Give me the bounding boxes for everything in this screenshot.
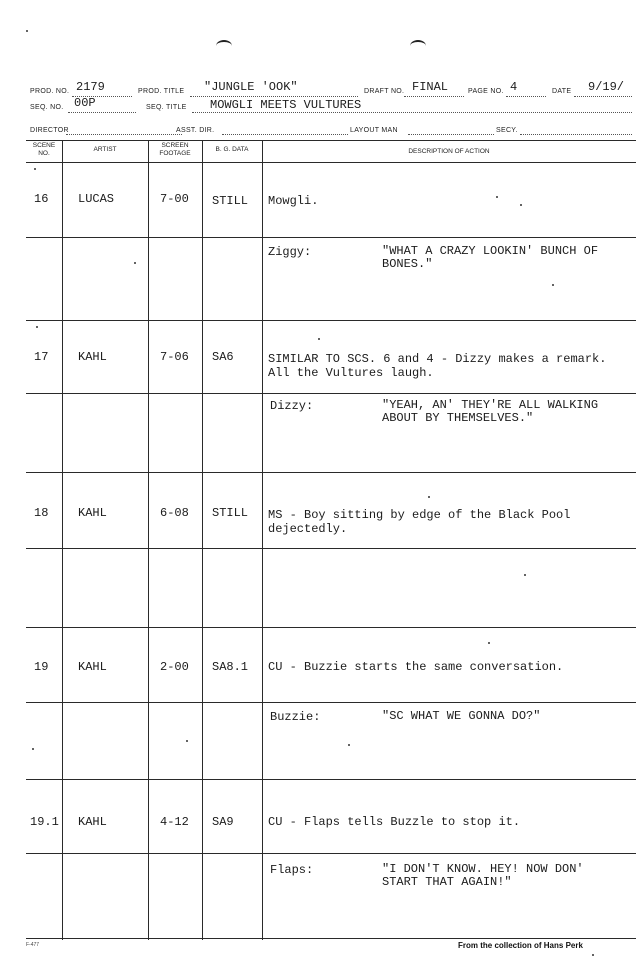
punch-hole-mark (410, 40, 426, 52)
print-speck (348, 744, 350, 746)
row-divider (26, 472, 636, 473)
scene-artist: KAHL (78, 506, 107, 520)
scene-bg-data: SA9 (212, 815, 234, 829)
scene-footage: 7-00 (160, 192, 189, 206)
print-speck (134, 262, 136, 264)
print-speck (524, 574, 526, 576)
table-top-rule (26, 140, 636, 141)
print-speck (496, 196, 498, 198)
print-speck (428, 496, 430, 498)
row-divider (26, 548, 636, 549)
print-speck (36, 326, 38, 328)
row-divider (26, 627, 636, 628)
print-speck (552, 284, 554, 286)
column-divider (262, 140, 263, 940)
row-divider (26, 779, 636, 780)
prod-no-value: 2179 (76, 80, 105, 94)
dialogue-speaker: Dizzy: (270, 399, 314, 413)
scene-number: 19.1 (30, 815, 59, 829)
scene-artist: LUCAS (78, 192, 115, 206)
form-number: F-477 (26, 942, 40, 948)
scene-number: 18 (34, 506, 49, 520)
row-divider (26, 393, 636, 394)
scene-bg-data: STILL (212, 194, 249, 208)
col-head-scene-no: SCENE NO. (32, 142, 56, 157)
scene-artist: KAHL (78, 815, 107, 829)
layout-man-label: LAYOUT MAN (350, 127, 398, 134)
scene-description: CU - Flaps tells Buzzle to stop it. (268, 815, 521, 829)
draft-no-value: FINAL (412, 80, 449, 94)
row-divider (26, 237, 636, 238)
print-speck (318, 338, 320, 340)
prod-title-label: PROD. TITLE (138, 88, 185, 95)
secy-label: SECY. (496, 127, 518, 134)
column-divider (148, 140, 149, 940)
row-divider (26, 320, 636, 321)
scene-bg-data: SA8.1 (212, 660, 249, 674)
col-head-bg-data: B. G. DATA (215, 146, 249, 153)
print-speck (34, 168, 36, 170)
print-speck (592, 954, 594, 956)
scene-artist: KAHL (78, 660, 107, 674)
page-no-value: 4 (510, 80, 518, 94)
scene-description: Mowgli. (268, 194, 319, 208)
scene-footage: 6-08 (160, 506, 189, 520)
print-speck (520, 204, 522, 206)
collection-credit: From the collection of Hans Perk (458, 941, 583, 950)
seq-title-label: SEQ. TITLE (146, 104, 187, 111)
dialogue-line: "SC WHAT WE GONNA DO?" (382, 709, 541, 723)
row-divider (26, 938, 636, 939)
draft-no-label: DRAFT NO. (364, 88, 405, 95)
date-label: DATE (552, 88, 572, 95)
date-value: 9/19/ (588, 80, 625, 94)
scene-description: SIMILAR TO SCS. 6 and 4 - Dizzy makes a remark. All the Vultures laugh. (268, 352, 607, 380)
seq-no-value: 00P (74, 96, 96, 110)
prod-title-value: "JUNGLE 'OOK" (204, 80, 298, 94)
table-head-rule (26, 162, 636, 163)
seq-title-value: MOWGLI MEETS VULTURES (210, 98, 362, 112)
row-divider (26, 853, 636, 854)
dialogue-line: "WHAT A CRAZY LOOKIN' BUNCH OF BONES." (382, 244, 599, 271)
asst-dir-label: ASST. DIR. (176, 127, 215, 134)
page-no-label: PAGE NO. (468, 88, 504, 95)
scene-bg-data: STILL (212, 506, 249, 520)
dialogue-speaker: Ziggy: (268, 245, 312, 259)
seq-no-label: SEQ. NO. (30, 104, 64, 111)
scene-description: CU - Buzzie starts the same conversation. (268, 660, 564, 674)
dialogue-line: "YEAH, AN' THEY'RE ALL WALKING ABOUT BY THEMSELVES." (382, 398, 599, 425)
dialogue-speaker: Flaps: (270, 863, 314, 877)
row-divider (26, 702, 636, 703)
scene-number: 17 (34, 350, 49, 364)
scene-footage: 7-06 (160, 350, 189, 364)
col-head-screen-footage: SCREEN FOOTAGE (159, 142, 191, 157)
prod-no-label: PROD. NO. (30, 88, 70, 95)
scene-artist: KAHL (78, 350, 107, 364)
col-head-artist: ARTIST (93, 146, 117, 153)
director-label: DIRECTOR (30, 127, 69, 134)
col-head-description: DESCRIPTION OF ACTION (408, 148, 490, 155)
scene-description: MS - Boy sitting by edge of the Black Pool dejectedly. (268, 508, 571, 536)
punch-hole-mark (216, 40, 232, 52)
print-speck (32, 748, 34, 750)
dialogue-speaker: Buzzie: (270, 710, 321, 724)
scene-footage: 4-12 (160, 815, 189, 829)
scene-footage: 2-00 (160, 660, 189, 674)
column-divider (62, 140, 63, 940)
print-speck (488, 642, 490, 644)
dialogue-line: "I DON'T KNOW. HEY! NOW DON' START THAT AGAIN!" (382, 862, 584, 889)
column-divider (202, 140, 203, 940)
print-speck (26, 30, 28, 32)
scene-number: 16 (34, 192, 49, 206)
scene-number: 19 (34, 660, 49, 674)
print-speck (186, 740, 188, 742)
scene-bg-data: SA6 (212, 350, 234, 364)
